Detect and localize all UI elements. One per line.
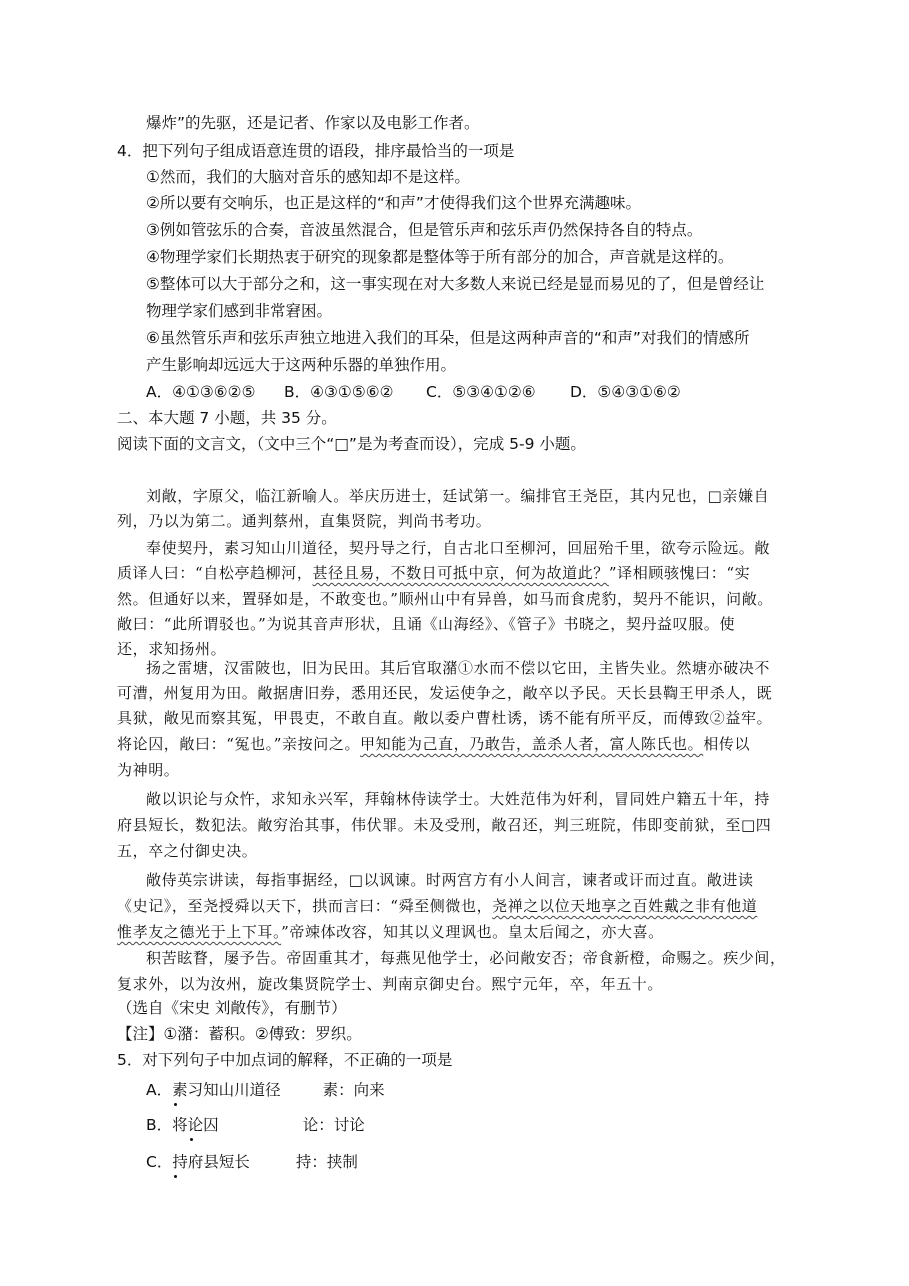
underlined-sentence: 惟孝友之德光于上下耳。 [117, 923, 282, 941]
passage-text: 质译人曰：“自松亭趋柳河， [117, 564, 313, 582]
passage-line [117, 734, 750, 754]
dotted-word: 素 [172, 1081, 188, 1099]
passage-line: 还，求知扬州。 [117, 640, 227, 658]
option-a: A．④①③⑥②⑤ [146, 383, 256, 401]
option-label: A． [146, 1081, 173, 1099]
sentence-4: ④物理学家们长期热衷于研究的现象都是整体等于所有部分的加合，声音就是这样的。 [146, 248, 734, 266]
source-citation: （选自《宋史 刘敞传》，有删节） [117, 999, 347, 1017]
passage-text: 将论囚，敞曰：“冤也。”亲按问之。 [117, 735, 361, 753]
question-4-options [146, 382, 681, 402]
underlined-sentence: 甚径且易，不数日可抵中京，何为故道此？ [312, 564, 609, 582]
passage-line: 然。但通好以来，置驿如是，不敢变也。”顺州山中有异兽，如马而食虎豹，契丹不能识，问敞。 [117, 590, 773, 608]
question-5-stem: 5．对下列句子中加点词的解释，不正确的一项是 [117, 1051, 453, 1069]
passage-line: 积苦眩瞀，屡予告。帝固重其才，每燕见他学士，必问敞安否；帝食新橙，命赐之。疾少间， [146, 949, 786, 967]
sentence-2: ②所以要有交响乐，也正是这样的“和声”才使得我们这个世界充满趣味。 [146, 194, 641, 212]
passage-text: 相传以 [703, 735, 751, 753]
passage-line: 复求外，以为汝州，旋改集贤院学士、判南京御史台。熙宁元年，卒，年五十。 [117, 975, 664, 993]
annotation-notes: 【注】①潴：蓄积。②傅致：罗织。 [117, 1025, 362, 1043]
option-sentence: 囚 [203, 1116, 219, 1134]
passage-line: 扬之雷塘，汉雷陂也，旧为民田。其后官取潴①水而不偿以它田，主皆失业。然塘亦破决不 [146, 659, 771, 677]
option-sentence: 将 [172, 1116, 188, 1134]
passage-line: 具狱，敞见而察其冤，甲畏吏，不敢自直。敞以委户曹杜诱，诱不能有所平反，而傅致②益牢。 [117, 709, 773, 727]
question-5-option-c [146, 1152, 358, 1172]
reading-instruction: 阅读下面的文言文，（文中三个“□”是为考查而设），完成 5-9 小题。 [117, 435, 586, 453]
passage-line: 五，卒之付御史决。 [117, 842, 258, 860]
passage-line: 府县短长，数犯法。敞穷治其事，伟伏罪。未及受刑，敞召还，判三班院，伟即变前狱，至□四 [117, 816, 772, 834]
passage-line [117, 922, 664, 942]
option-c: C．⑤③④①②⑥ [426, 383, 536, 401]
question-4-stem: 4．把下列句子组成语意连贯的语段，排序最恰当的一项是 [117, 142, 515, 160]
underlined-sentence: 尧禅之以位天地享之百姓戴之非有他道 [492, 897, 758, 915]
passage-text: ”帝竦体改容，知其以义理讽也。皇太后闻之，亦大喜。 [281, 923, 664, 941]
passage-line: 为神明。 [117, 761, 180, 779]
sentence-5-cont: 物理学家们感到非常窘困。 [146, 302, 333, 320]
question-5-option-a [146, 1080, 385, 1100]
section-2-heading: 二、本大题 7 小题，共 35 分。 [117, 409, 337, 427]
option-gloss: 论：讨论 [302, 1116, 365, 1134]
dotted-word: 论 [187, 1116, 204, 1134]
sentence-3: ③例如管弦乐的合奏，音波虽然混合，但是管乐声和弦乐声仍然保持各自的特点。 [146, 221, 703, 239]
option-sentence: 习知山川道径 [187, 1081, 281, 1099]
question-5-option-b [146, 1115, 365, 1135]
passage-line: 列，乃以为第二。通判蔡州，直集贤院，判尚书考功。 [117, 512, 492, 530]
passage-text: 《史记》，至尧授舜以天下，拱而言曰：“舜至侧微也， [117, 897, 493, 915]
passage-line: 奉使契丹，素习知山川道径，契丹导之行，自古北口至柳河，回屈殆千里，欲夸示险远。敞 [146, 539, 771, 557]
passage-line [117, 563, 750, 583]
dotted-word: 持 [172, 1153, 188, 1171]
passage-line: 刘敞，字原父，临江新喻人。举庆历进士，廷试第一。编排官王尧臣，其内兄也，□亲嫌自 [146, 487, 770, 505]
sentence-1: ①然而，我们的大脑对音乐的感知却不是这样。 [146, 168, 470, 186]
passage-line: 敞侍英宗讲读，每指事据经，□以讽谏。时两宫方有小人间言，谏者或讦而过直。敞进读 [146, 871, 754, 889]
option-gloss: 持：挟制 [295, 1153, 358, 1171]
passage-line: 敞以识论与众忤，求知永兴军，拜翰林侍读学士。大姓范伟为奸利，冒同姓户籍五十年，持 [146, 790, 771, 808]
passage-line: 敞曰：“此所谓驳也。”为说其音声形状，且诵《山海经》、《管子》书晓之，契丹益叹服。使 [117, 615, 736, 633]
sentence-6-cont: 产生影响却远远大于这两种乐器的单独作用。 [146, 356, 457, 374]
sentence-6: ⑥虽然管乐声和弦乐声独立地进入我们的耳朵，但是这两种声音的“和声”对我们的情感所 [146, 329, 750, 347]
option-gloss: 素：向来 [322, 1081, 385, 1099]
sentence-5: ⑤整体可以大于部分之和，这一事实现在对大多数人来说已经是显而易见的了，但是曾经让 [146, 275, 765, 293]
option-sentence: 府县短长 [187, 1153, 250, 1171]
option-d: D．⑤④③①⑥② [570, 383, 681, 401]
option-b: B．④③①⑤⑥② [284, 383, 394, 401]
option-label: B． [146, 1116, 173, 1134]
passage-line [117, 896, 757, 916]
option-label: C． [146, 1153, 173, 1171]
text-line: 爆炸”的先驱，还是记者、作家以及电影工作者。 [146, 114, 480, 132]
underlined-sentence: 甲知能为己直，乃敢告，盖杀人者，富人陈氏也。 [360, 735, 704, 753]
passage-line: 可漕，州复用为田。敞据唐旧券，悉用还民，发运使争之，敞卒以予民。天长县鞫王甲杀人，既 [117, 684, 773, 702]
passage-text: ”译相顾骇愧曰：“实 [608, 564, 751, 582]
